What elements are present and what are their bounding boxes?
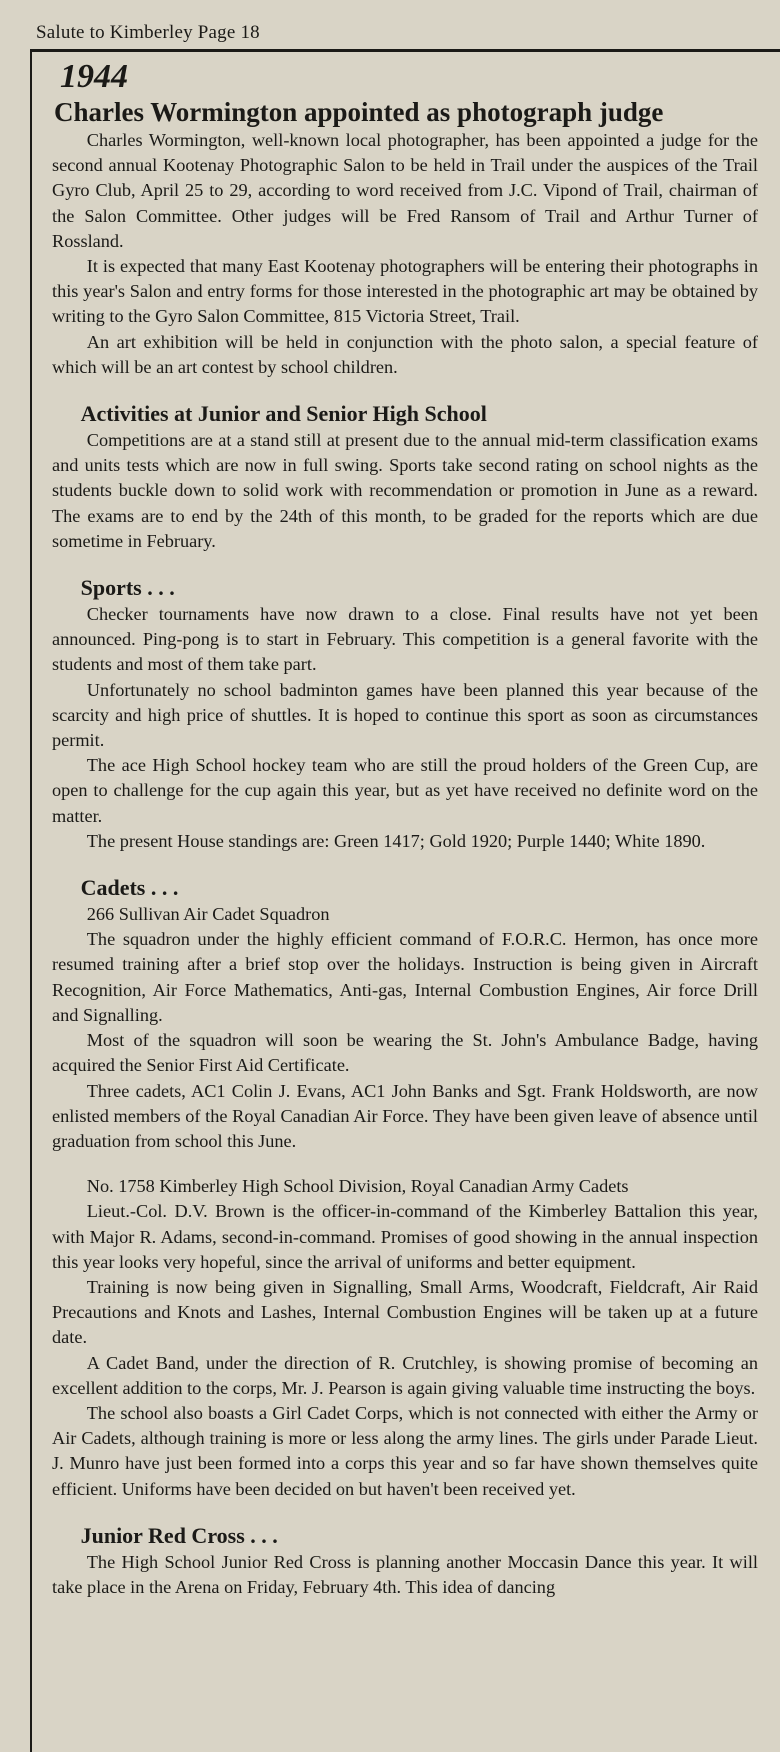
cadets-paragraph: Training is now being given in Signalling, Small Arms, Woodcraft, Fieldcraft, Air Raid Precautions and Knots and Lashes, Internal Combustion Engines will be taken up at a future date.	[52, 1276, 758, 1348]
article-column	[52, 58, 758, 1600]
sports-paragraph: The present House standings are: Green 1417; Gold 1920; Purple 1440; White 1890.	[86, 830, 706, 851]
article-paragraph: An art exhibition will be held in conjunction with the photo salon, a special feature of which will be an art contest by school children.	[52, 331, 758, 377]
article-paragraph: It is expected that many East Kootenay photographers will be entering their photographs in this year's Salon and entry forms for those interested in the photographic art may be obtained by writing to the Gyro Salon Committee, 815 Victoria Street, Trail.	[52, 256, 758, 327]
section-heading-activities: Activities at Junior and Senior High School	[80, 401, 487, 427]
sports-paragraph: The ace High School hockey team who are still the proud holders of the Green Cup, are open to challenge for the cup again this year, but as yet have received no definite word on the matter.	[52, 755, 758, 826]
cadets-subheading: 266 Sullivan Air Cadet Squadron	[86, 904, 330, 925]
article-headline: Charles Wormington appointed as photograph judge	[54, 97, 664, 127]
cadets-paragraph: The squadron under the highly efficient command of F.O.R.C. Hermon, has once more resumed training after a brief stop over the holidays. Instruction is being given in Aircraft Recognition, Air Force Mathematics, Anti-gas, Internal Combustion Engines, Air force Drill and Signalling.	[52, 929, 758, 1025]
cadets-paragraph: Three cadets, AC1 Colin J. Evans, AC1 John Banks and Sgt. Frank Holdsworth, are now enlisted members of the Royal Canadian Air Force. They have been given leave of absence until graduation from school this June.	[52, 1080, 758, 1151]
sports-paragraph: Checker tournaments have now drawn to a close. Final results have not yet been announced. Ping-pong is to start in February. This competition is a general favorite with the students and most of them take part.	[52, 604, 758, 675]
spacer	[52, 1154, 758, 1174]
activities-paragraph: Competitions are at a stand still at present due to the annual mid-term classification exams and units tests which are now in full swing. Sports take second rating on school nights as the students buckle down to solid work with recommendation or promotion in June as a reward. The exams are to end by the 24th of this month, to be graded for the reports which are due sometime in February.	[52, 430, 758, 551]
cadets-paragraph: Lieut.-Col. D.V. Brown is the officer-in-command of the Kimberley Battalion this year, with Major R. Adams, second-in-command. Promises of good showing in the annual inspection this year looks very hopeful, since the arrival of uniforms and better equipment.	[52, 1201, 758, 1272]
cadets-paragraph: Most of the squadron will soon be wearing the St. John's Ambulance Badge, having acquired the Senior First Aid Certificate.	[52, 1030, 758, 1076]
cadets-paragraph: The school also boasts a Girl Cadet Corps, which is not connected with either the Army or Air Cadets, although training is more or less along the army lines. The girls under Parade Lieut. J. Munro have just been formed into a corps this year and so far have shown themselves quite efficient. Uniforms have been decided on but haven't been received yet.	[52, 1402, 758, 1499]
section-heading-sports: Sports . . .	[80, 575, 175, 601]
running-head: Salute to Kimberley Page 18	[36, 22, 260, 43]
cadets-subheading: No. 1758 Kimberley High School Division, Royal Canadian Army Cadets	[86, 1176, 629, 1197]
year-heading: 1944	[60, 58, 128, 95]
article-paragraph: Charles Wormington, well-known local photographer, has been appointed a judge for the second annual Kootenay Photographic Salon to be held in Trail under the auspices of the Trail Gyro Club, April 25 to 29, according to word received from J.C. Vipond of Trail, chairman of the Salon Committee. Other judges will be Fred Ransom of Trail and Arthur Turner of Rossland.	[52, 130, 758, 251]
red-cross-paragraph: The High School Junior Red Cross is planning another Moccasin Dance this year. It will take place in the Arena on Friday, February 4th. This idea of dancing	[52, 1551, 758, 1597]
section-heading-red-cross: Junior Red Cross . . .	[80, 1522, 278, 1548]
cadets-paragraph: A Cadet Band, under the direction of R. Crutchley, is showing promise of becoming an excellent addition to the corps, Mr. J. Pearson is again giving valuable time instructing the boys.	[52, 1352, 758, 1398]
section-heading-cadets: Cadets . . .	[80, 875, 179, 901]
sports-paragraph: Unfortunately no school badminton games have been planned this year because of the scarcity and high price of shuttles. It is hoped to continue this sport as soon as circumstances permit.	[52, 679, 758, 751]
